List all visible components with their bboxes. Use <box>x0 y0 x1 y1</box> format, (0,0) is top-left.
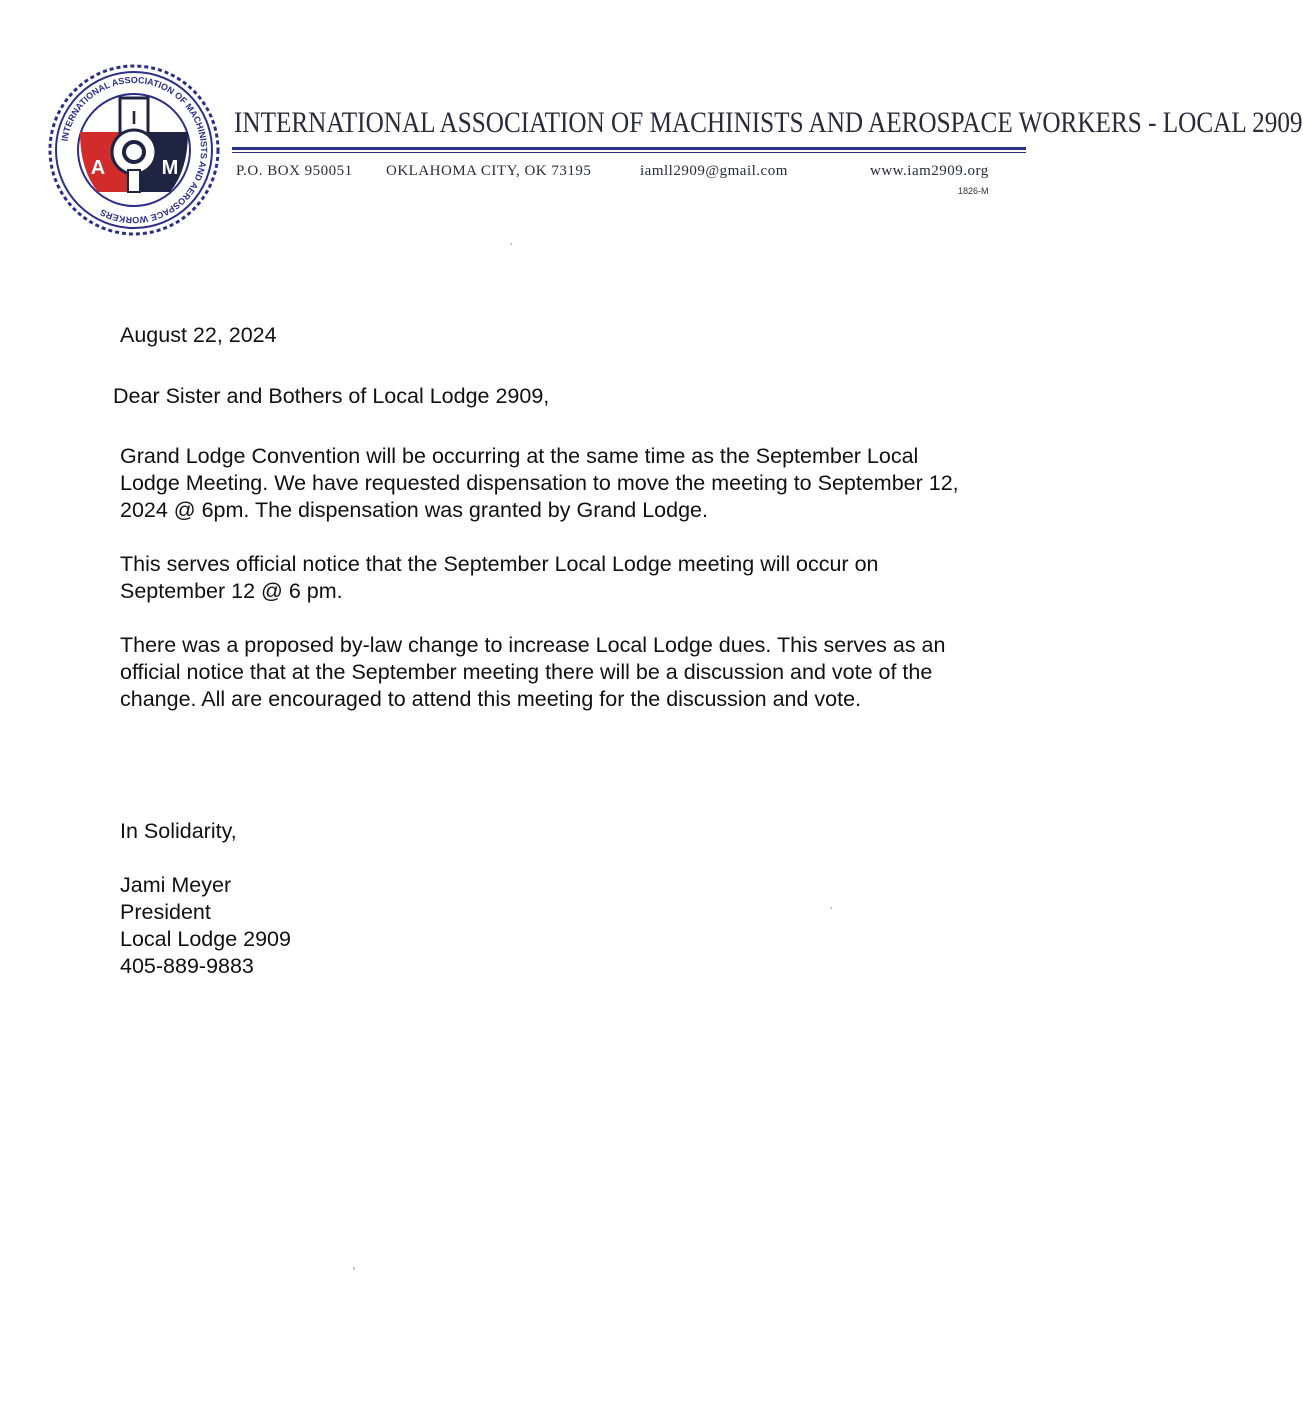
website: www.iam2909.org <box>870 163 989 179</box>
scan-speck <box>830 907 832 909</box>
email-address: iamll2909@gmail.com <box>640 163 788 179</box>
signature-block <box>120 872 980 980</box>
po-box: P.O. BOX 950051 <box>236 163 353 179</box>
salutation: Dear Sister and Bothers of Local Lodge 2909, <box>113 384 550 408</box>
paragraph-notice: This serves official notice that the September Local Lodge meeting will occur on September 12 @ 6 pm. <box>120 552 879 603</box>
organization-name: INTERNATIONAL ASSOCIATION OF MACHINISTS AND AEROSPACE WORKERS - LOCAL 2909 <box>234 106 1303 139</box>
signer-phone: 405-889-9883 <box>120 954 254 978</box>
paragraph-convention: Grand Lodge Convention will be occurring at the same time as the September Local Lodge Meeting. We have requested dispensation to move the meeting to September 12, 2024 @ 6pm. The dispensation was granted by Grand Lodge. <box>120 444 959 522</box>
iam-logo <box>44 60 224 240</box>
logo-letter-a: A <box>90 157 106 179</box>
scan-speck <box>353 1267 355 1270</box>
signer-title: President <box>120 900 211 924</box>
union-bug: 1826-M <box>958 186 989 196</box>
logo-letter-i: I <box>131 108 137 128</box>
signer-name: Jami Meyer <box>120 873 232 897</box>
header-rule <box>232 147 1026 150</box>
signer-lodge: Local Lodge 2909 <box>120 927 291 951</box>
paragraph-bylaw: There was a proposed by-law change to increase Local Lodge dues. This serves as an official notice that at the September meeting there will be a discussion and vote of the change. All are encouraged to attend this meeting for the discussion and vote. <box>120 633 946 711</box>
city-address: OKLAHOMA CITY, OK 73195 <box>386 163 592 179</box>
scan-speck <box>510 243 512 245</box>
closing: In Solidarity, <box>120 819 237 843</box>
logo-letter-m: M <box>161 157 179 179</box>
header-rule-thin <box>232 152 1026 153</box>
svg-text:INTERNATIONAL ASSOCIATION OF M: INTERNATIONAL ASSOCIATION OF MACHINISTS AND AEROSPACE WORKERS <box>59 74 210 226</box>
letter-date: August 22, 2024 <box>120 323 277 347</box>
